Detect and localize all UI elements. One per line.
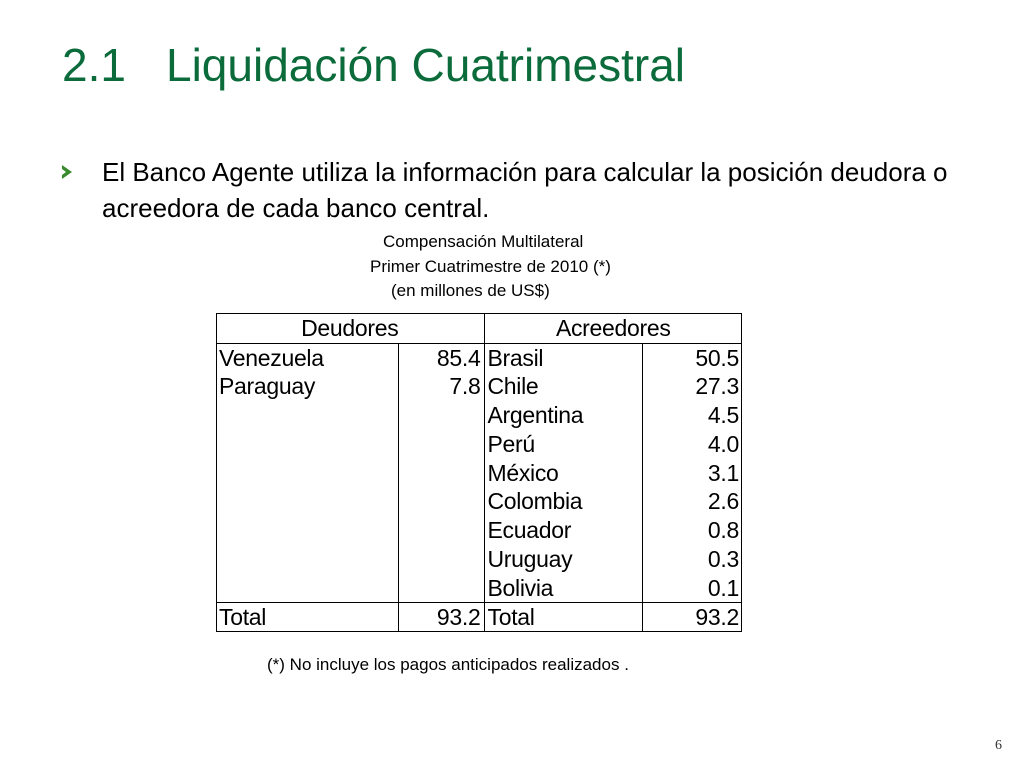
footnote: (*) No incluye los pagos anticipados realizados . — [267, 655, 629, 674]
creditor-name: Perú — [484, 429, 642, 458]
table-caption-units: (en millones de US$) — [391, 281, 550, 300]
creditor-value: 2.6 — [707, 488, 739, 515]
debtor-name — [216, 573, 398, 602]
debtor-value — [398, 429, 484, 458]
compensation-table — [216, 313, 742, 631]
table-row — [216, 372, 742, 401]
creditor-value: 0.1 — [707, 574, 739, 601]
debtor-name — [216, 429, 398, 458]
creditor-name: Brasil — [484, 343, 642, 372]
creditor-name: Colombia — [484, 487, 642, 516]
table-row — [216, 516, 742, 545]
arrow-bullet-icon — [62, 165, 72, 179]
table-row — [216, 545, 742, 574]
title-number: 2.1 — [62, 39, 126, 91]
debtor-name — [216, 516, 398, 545]
total-debtors-value: 93.2 — [398, 602, 484, 631]
creditor-name: México — [484, 458, 642, 487]
total-label-creditors: Total — [484, 602, 642, 631]
page-number: 6 — [995, 738, 1002, 753]
table-caption-period: Primer Cuatrimestre de 2010 (*) — [370, 257, 611, 276]
creditor-value: 0.3 — [707, 545, 739, 572]
debtor-value: 7.8 — [398, 372, 484, 401]
table-row — [216, 429, 742, 458]
creditor-value: 4.5 — [707, 401, 739, 428]
header-debtors: Deudores — [216, 313, 484, 343]
slide-title — [62, 39, 686, 91]
table-row — [216, 487, 742, 516]
debtor-value — [398, 401, 484, 430]
debtor-name — [216, 487, 398, 516]
debtor-name: Venezuela — [216, 343, 398, 372]
table-row — [216, 343, 742, 372]
table-total-row — [216, 602, 742, 631]
creditor-value: 4.0 — [707, 430, 739, 457]
debtor-value — [398, 545, 484, 574]
debtor-value — [398, 573, 484, 602]
creditor-name: Argentina — [484, 401, 642, 430]
creditor-name: Chile — [484, 372, 642, 401]
total-creditors-value: 93.2 — [642, 602, 742, 631]
table-row — [216, 458, 742, 487]
table-row — [216, 573, 742, 602]
debtor-name — [216, 458, 398, 487]
creditor-value: 27.3 — [695, 373, 739, 400]
bullet-text: El Banco Agente utiliza la información para calcular la posición deudora o acreedora de cada banco central. — [102, 157, 948, 223]
debtor-value — [398, 516, 484, 545]
debtor-name — [216, 401, 398, 430]
debtor-value — [398, 458, 484, 487]
table-caption-title: Compensación Multilateral — [383, 232, 584, 251]
header-creditors: Acreedores — [484, 313, 742, 343]
creditor-value: 0.8 — [707, 517, 739, 544]
creditor-name: Bolivia — [484, 573, 642, 602]
debtor-value — [398, 487, 484, 516]
debtor-value: 85.4 — [398, 343, 484, 372]
total-label-debtors: Total — [216, 602, 398, 631]
creditor-value: 3.1 — [707, 459, 739, 486]
creditor-name: Ecuador — [484, 516, 642, 545]
bullet-item — [62, 154, 962, 226]
table-header-row — [216, 313, 742, 343]
table-row — [216, 401, 742, 430]
creditor-value: 50.5 — [695, 344, 739, 371]
title-text: Liquidación Cuatrimestral — [166, 39, 686, 91]
debtor-name — [216, 545, 398, 574]
creditor-name: Uruguay — [484, 545, 642, 574]
debtor-name: Paraguay — [216, 372, 398, 401]
